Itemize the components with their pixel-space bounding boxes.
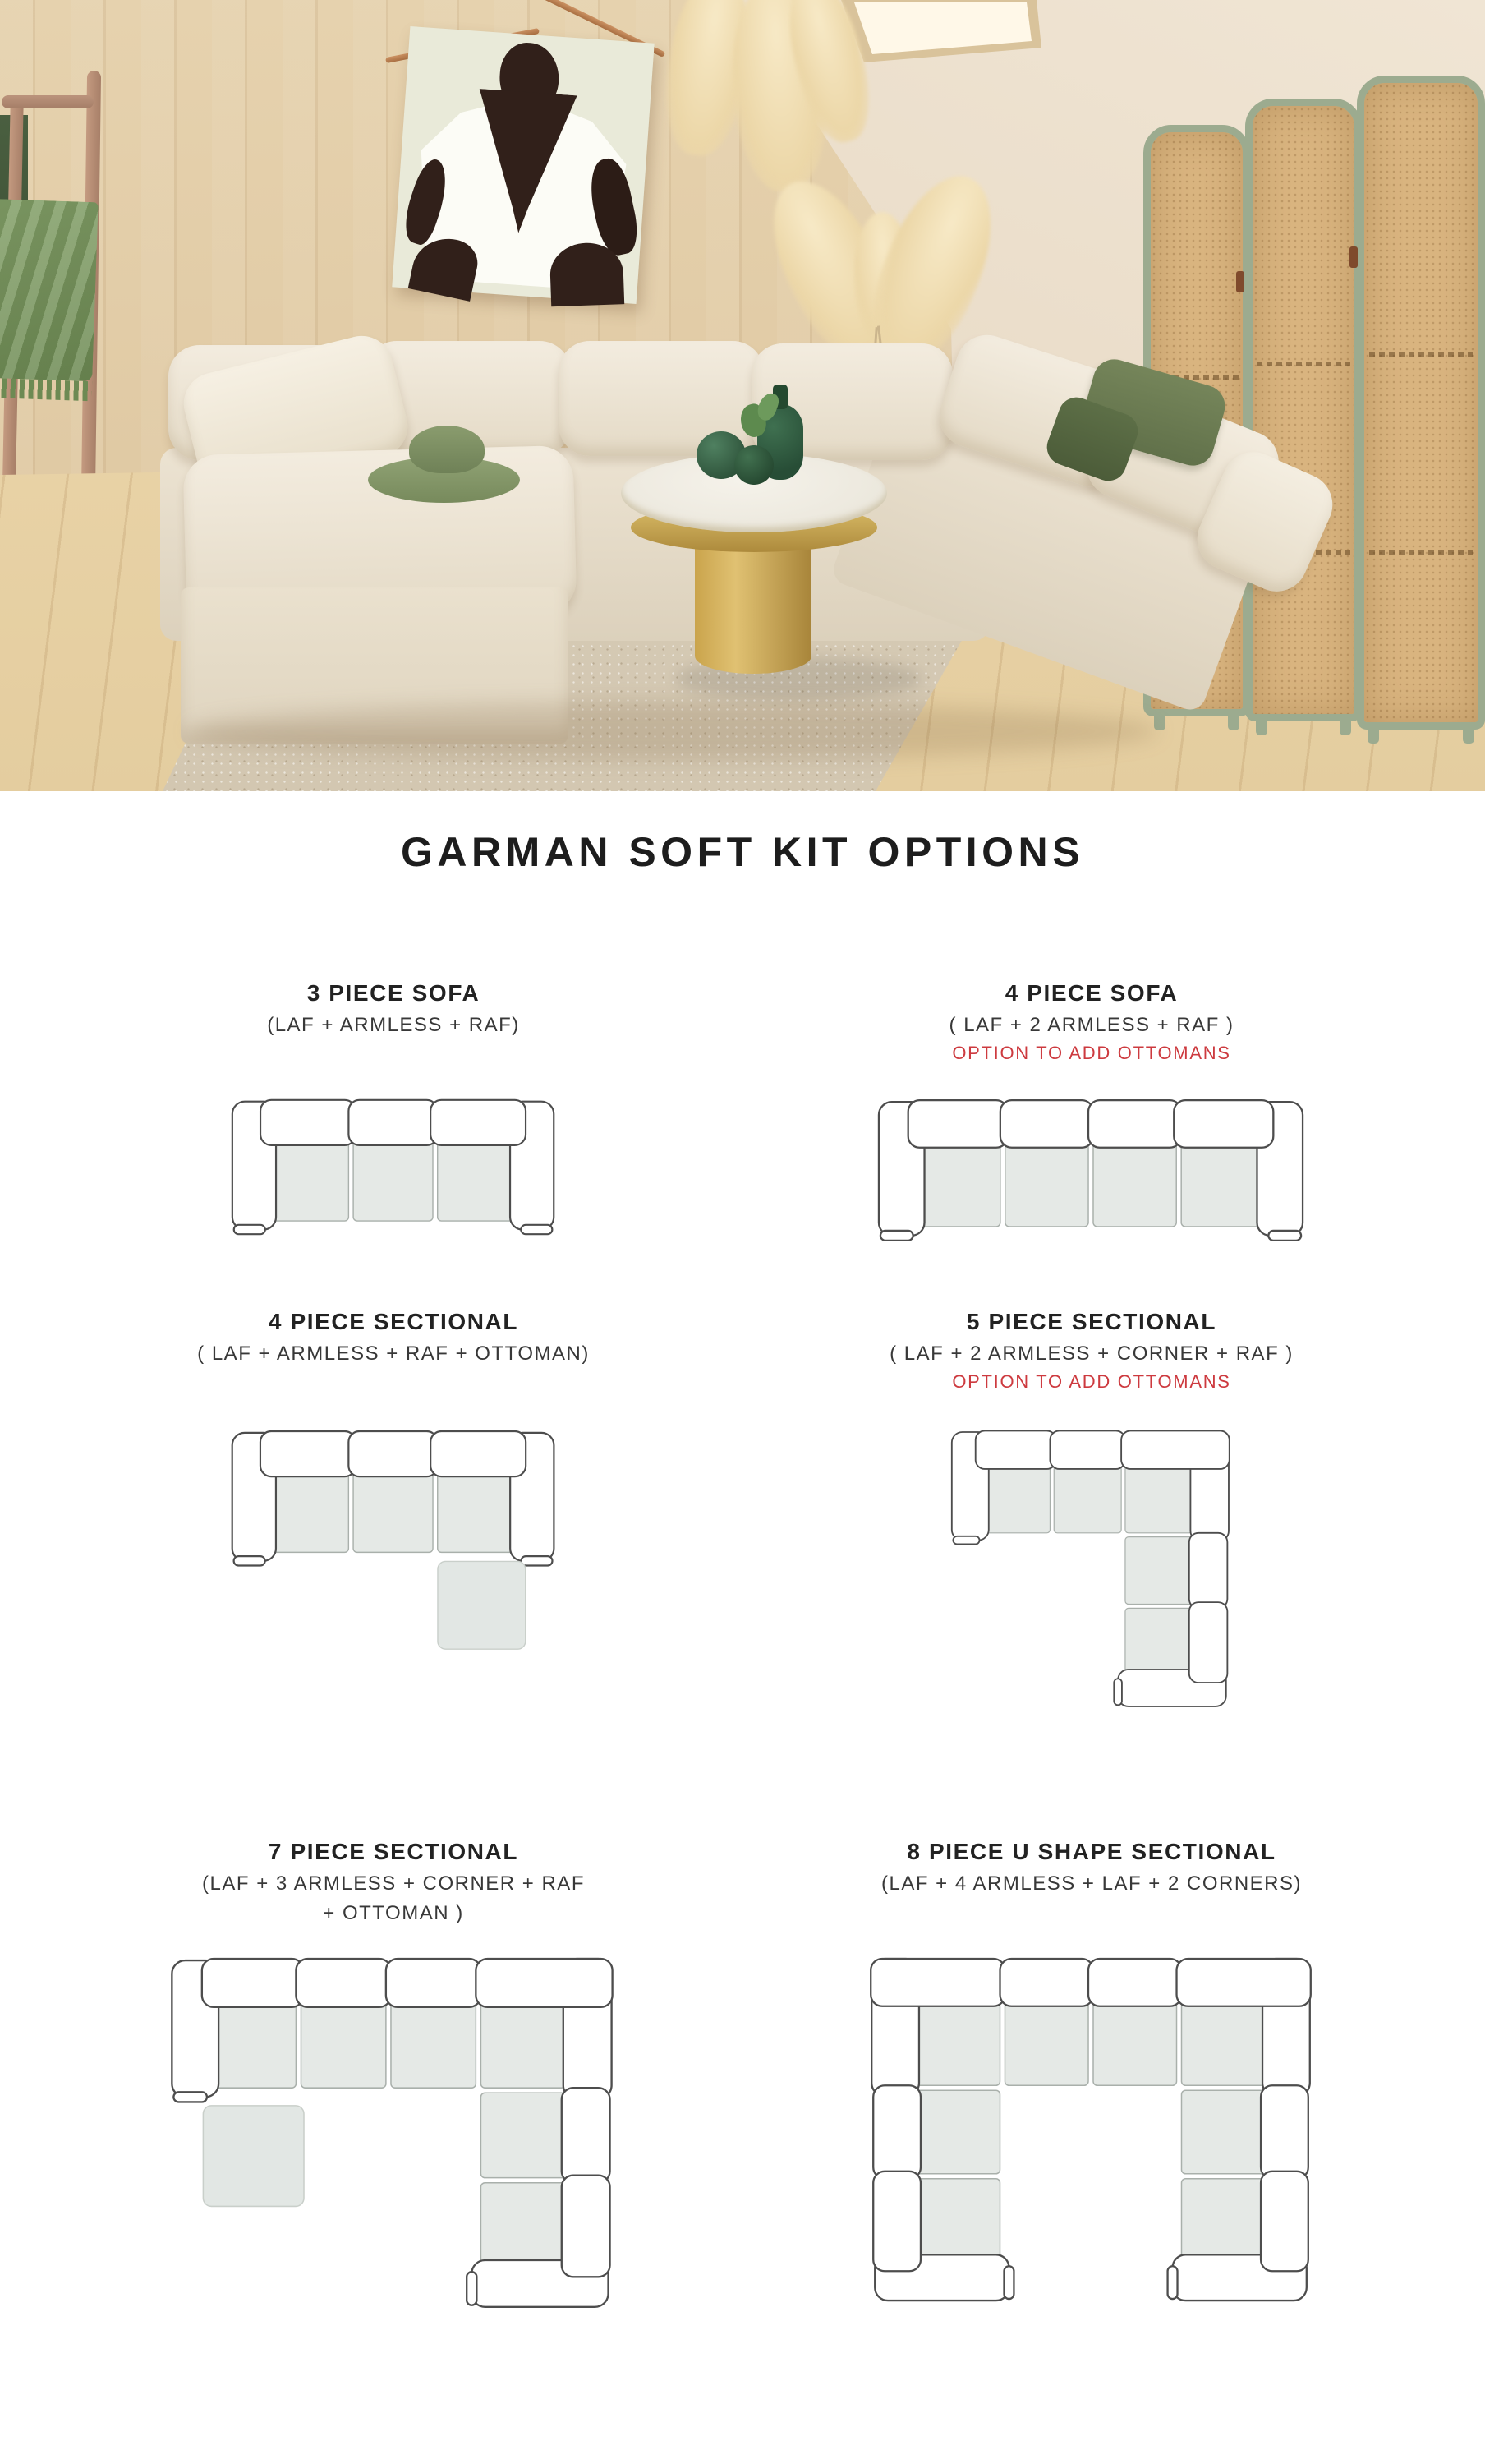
screen-leg [1368,722,1379,744]
option-caption-line2: + OTTOMAN ) [323,1902,464,1924]
option-title: 7 PIECE SECTIONAL [268,1839,519,1864]
screen-hinge [1349,246,1358,268]
option-8-piece-u-sectional [742,1835,1441,2320]
option-title: 3 PIECE SOFA [306,980,480,1006]
rattan-screen-panel [1245,99,1362,721]
option-caption: ( LAF + 2 ARMLESS + CORNER + RAF ) [890,1343,1294,1365]
diagram-4-piece-sectional [228,1428,560,1656]
diagram-3-piece-sofa [228,1097,560,1237]
diagram-4-piece-sofa [874,1097,1309,1244]
option-title: 4 PIECE SOFA [1005,980,1179,1006]
option-note: OPTION TO ADD OTTOMANS [952,1043,1231,1063]
diagram-7-piece-sectional [167,1955,620,2320]
screen-seam [1369,550,1474,555]
option-caption: (LAF + ARMLESS + RAF) [267,1014,520,1036]
option-title: 5 PIECE SECTIONAL [966,1309,1217,1334]
screen-leg [1228,709,1239,730]
options-grid [44,976,1441,2320]
option-caption: ( LAF + 2 ARMLESS + RAF ) [949,1014,1234,1036]
green-throw-blanket [0,199,99,381]
option-header [742,1835,1441,1955]
green-hat-crown [409,426,485,473]
option-5-piece-sectional [742,1305,1441,1835]
hero-photo [0,0,1485,791]
sofa-shadow [189,702,1158,760]
option-caption: (LAF + 3 ARMLESS + CORNER + RAF [202,1872,585,1895]
option-caption: (LAF + 4 ARMLESS + LAF + 2 CORNERS) [881,1872,1302,1895]
diagram-8-piece-u-sectional [867,1955,1317,2314]
option-7-piece-sectional [44,1835,742,2320]
screen-seam [1369,352,1474,357]
throw-fringe [0,378,92,402]
option-header [742,976,1441,1097]
option-title: 8 PIECE U SHAPE SECTIONAL [907,1839,1276,1864]
option-note: OPTION TO ADD OTTOMANS [952,1371,1231,1392]
option-header [44,1305,742,1428]
option-caption: ( LAF + ARMLESS + RAF + OTTOMAN) [197,1343,590,1365]
wall-art-figure [392,26,654,304]
diagram-5-piece-sectional [948,1428,1235,1717]
ladder-rung [2,95,94,108]
art-figure-hip [549,242,624,306]
option-header [44,976,742,1097]
option-4-piece-sectional [44,1305,742,1835]
screen-hinge [1236,271,1244,292]
screen-leg [1256,714,1267,735]
rattan-screen-panel [1357,76,1485,730]
screen-seam [1257,362,1350,366]
page-title: GARMAN SOFT KIT OPTIONS [400,829,1085,875]
option-header [44,1835,742,1955]
option-4-piece-sofa [742,976,1441,1305]
screen-leg [1340,714,1351,735]
option-3-piece-sofa [44,976,742,1305]
option-title: 4 PIECE SECTIONAL [268,1309,519,1334]
option-header [742,1305,1441,1428]
screen-leg [1463,722,1474,744]
screen-leg [1154,709,1165,730]
green-glass-vase [734,445,774,485]
